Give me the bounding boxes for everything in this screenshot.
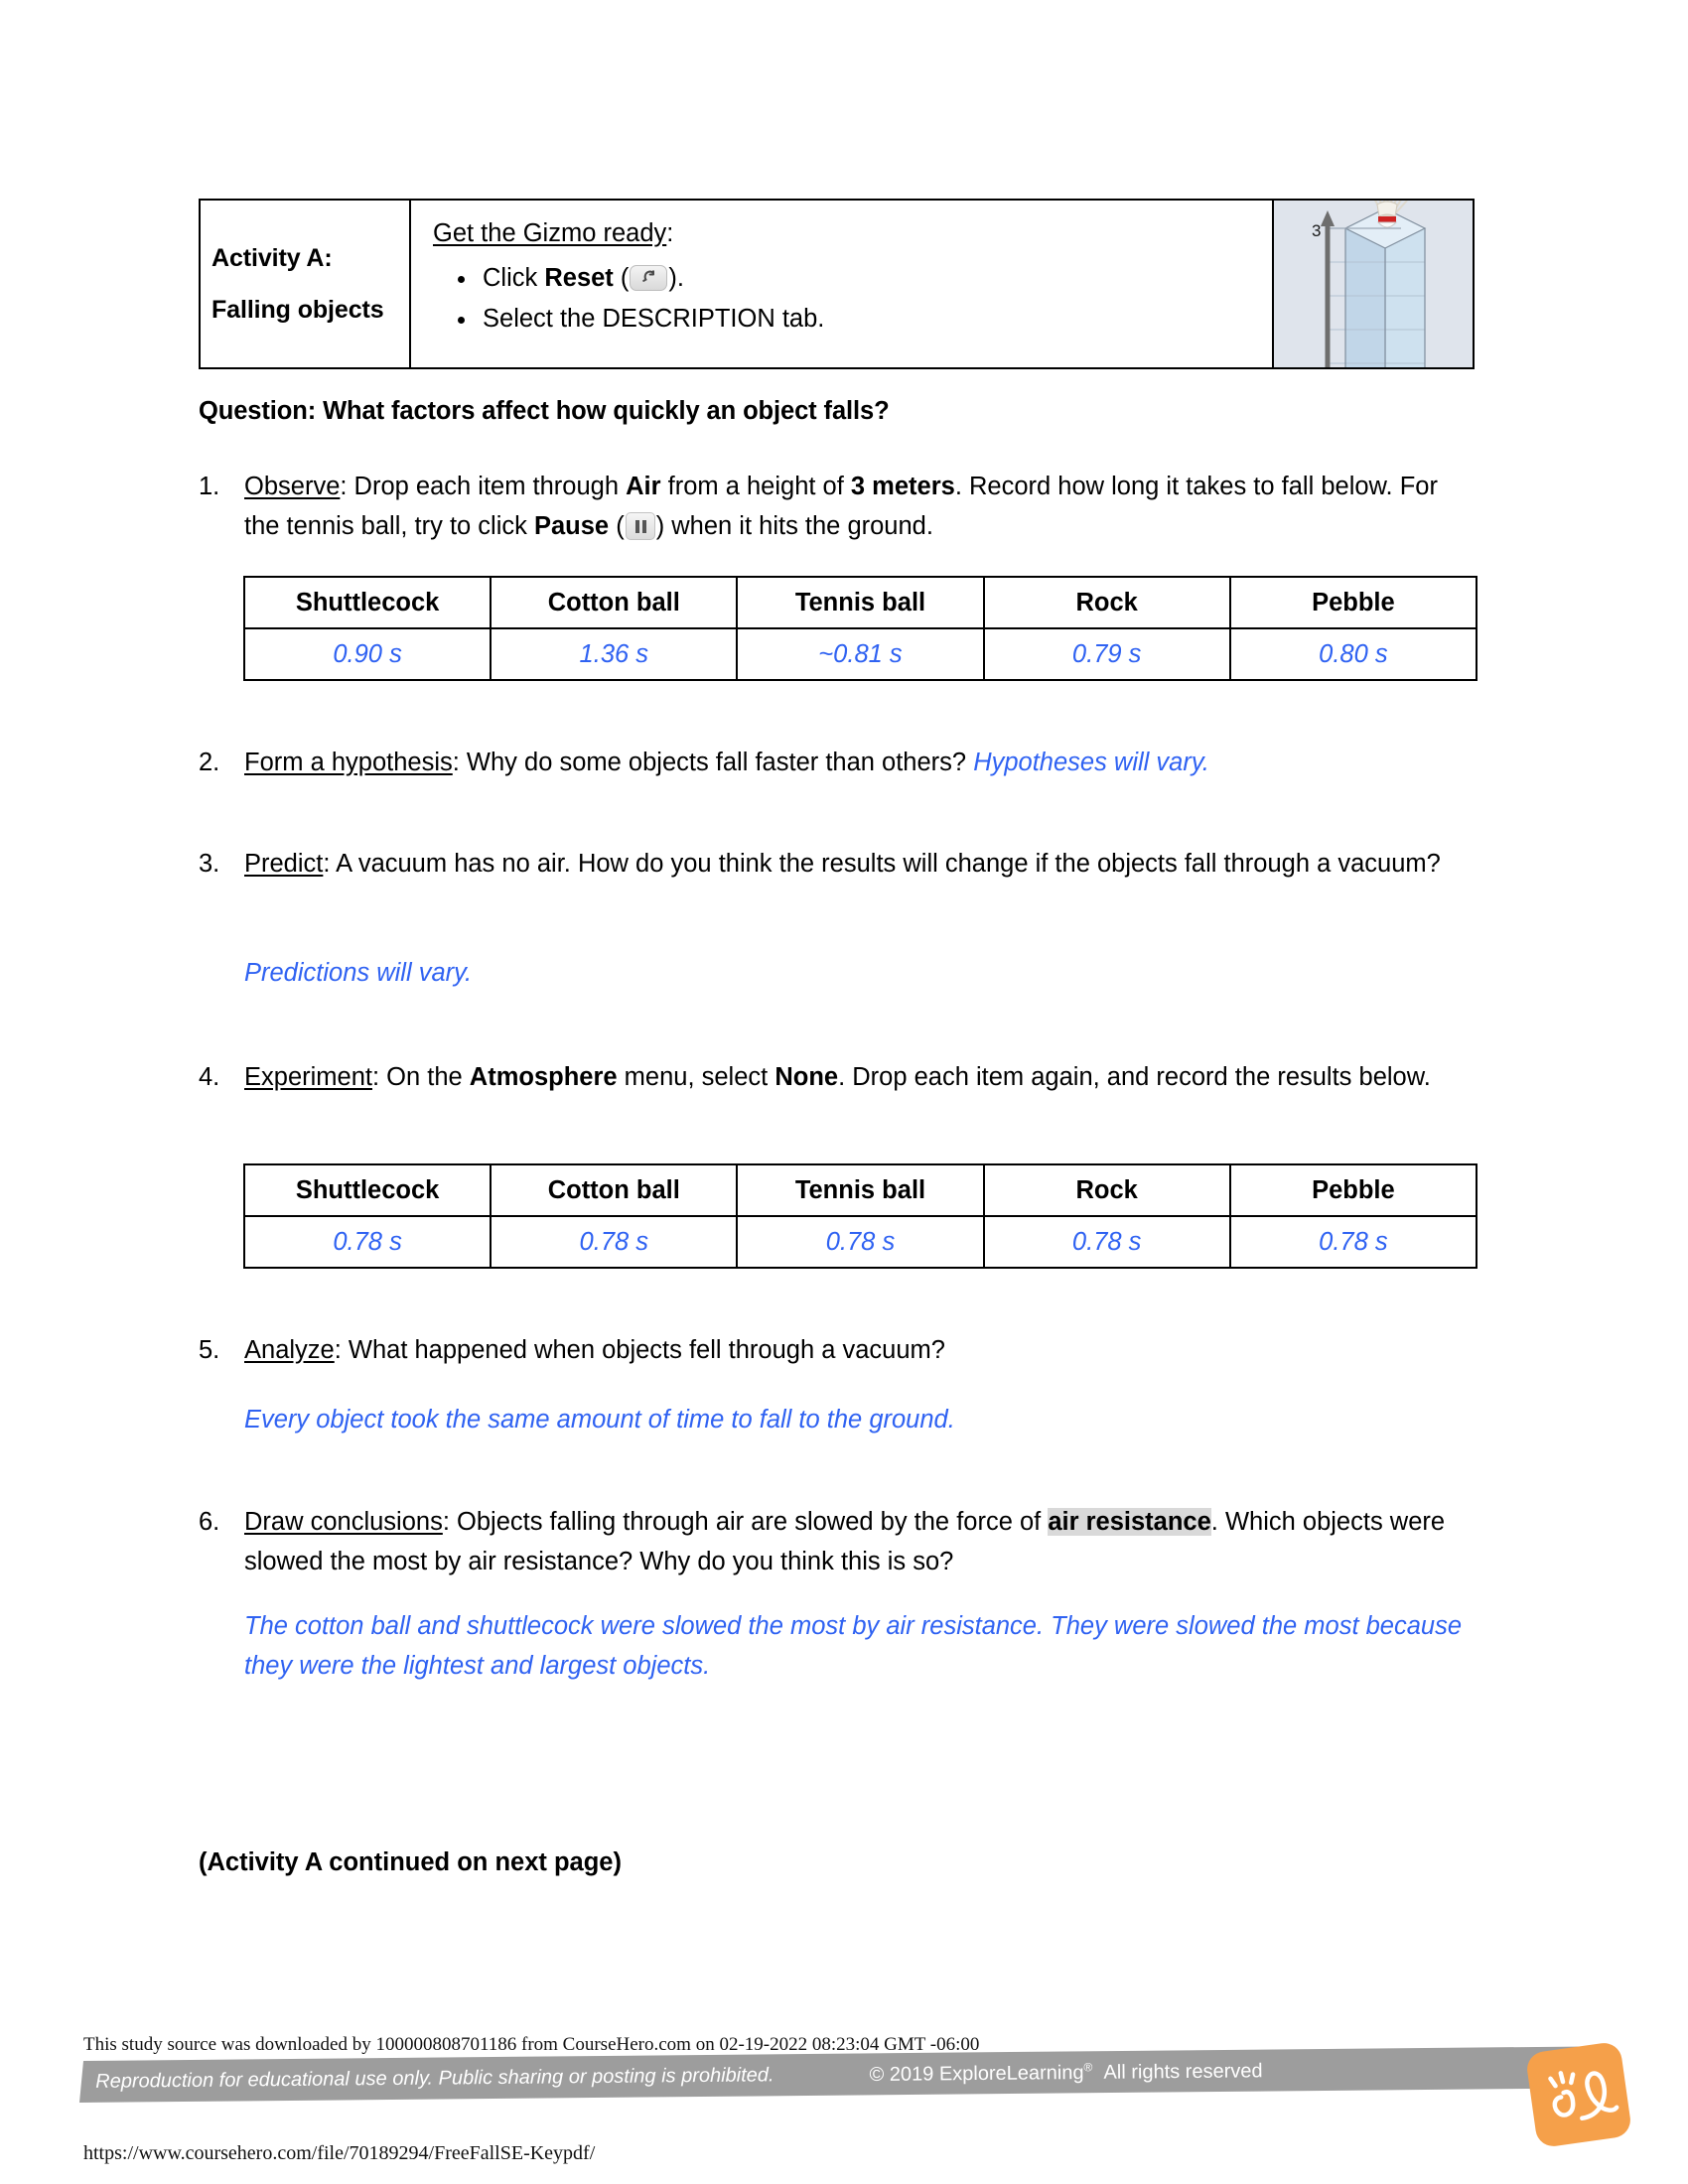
table-air-header-0: Shuttlecock xyxy=(244,577,491,628)
table-air-results xyxy=(243,576,1477,681)
item-1-bold-meters: 3 meters xyxy=(850,473,955,500)
table-vacuum-header-3: Rock xyxy=(984,1164,1230,1216)
table-air-header-2: Tennis ball xyxy=(737,577,983,628)
list-item-4 xyxy=(199,1057,1471,1097)
item-4-text-c: . Drop each item again, and record the results below. xyxy=(838,1063,1431,1091)
table-air-header-row xyxy=(244,577,1477,628)
item-6-label: Draw conclusions xyxy=(244,1508,443,1536)
item-2-number: 2. xyxy=(199,749,220,776)
activity-header-box xyxy=(199,199,1475,369)
item-5-answer: Every object took the same amount of time to fall to the ground. xyxy=(244,1406,955,1433)
table-air-header-1: Cotton ball xyxy=(491,577,737,628)
item-1-bold-pause: Pause xyxy=(533,512,610,540)
download-source-note: This study source was downloaded by 100000808701186 from CourseHero.com on 02-19-2022 08:23:04 GMT -06:00 xyxy=(83,2034,980,2055)
item-3-text xyxy=(244,844,1471,884)
step-click-reset-open: ( xyxy=(613,264,630,292)
item-4-bold-none: None xyxy=(774,1063,839,1091)
pause-bar-left xyxy=(635,520,639,533)
item-2-text-a: : Why do some objects fall faster than others? xyxy=(452,749,974,776)
table-vacuum-header-4: Pebble xyxy=(1230,1164,1477,1216)
list-item-2 xyxy=(199,743,1471,782)
table-vacuum-results xyxy=(243,1163,1477,1269)
table-vacuum-header-2: Tennis ball xyxy=(737,1164,983,1216)
gizmo-thumbnail xyxy=(1274,201,1473,367)
item-6-answer: The cotton ball and shuttlecock were slowed the most by air resistance. They were slowed the most because they were the lightest and largest objects. xyxy=(244,1612,1463,1680)
item-1-number: 1. xyxy=(199,473,220,500)
activity-title-line1: Activity A: xyxy=(211,244,333,272)
table-vacuum-header-row xyxy=(244,1164,1477,1216)
table-row xyxy=(244,1216,1477,1268)
item-1-text-d: ) when it hits the ground. xyxy=(655,512,933,540)
item-5-text xyxy=(244,1330,1471,1370)
list-item-3 xyxy=(199,844,1471,884)
table-vacuum-value-1: 0.78 s xyxy=(491,1216,737,1268)
get-gizmo-ready-heading xyxy=(433,216,1272,250)
get-gizmo-ready-colon: : xyxy=(666,219,674,247)
table-vacuum-value-2: 0.78 s xyxy=(737,1216,983,1268)
list-item-6 xyxy=(199,1502,1471,1581)
item-2-answer: Hypotheses will vary. xyxy=(973,749,1209,776)
table-air-header-4: Pebble xyxy=(1230,577,1477,628)
registered-mark: ® xyxy=(1083,2059,1093,2075)
item-4-text-b: menu, select xyxy=(617,1063,775,1091)
table-air-value-1: 1.36 s xyxy=(491,628,737,680)
table-vacuum-value-4: 0.78 s xyxy=(1230,1216,1477,1268)
rights-text: All rights reserved xyxy=(1103,2059,1263,2084)
item-1-text-c: . Record how long it takes to fall below. For the tennis ball, try to click xyxy=(244,473,1438,540)
item-4-label: Experiment xyxy=(244,1063,372,1091)
item-4-text xyxy=(244,1057,1471,1097)
list-item-5 xyxy=(199,1330,1471,1370)
item-1-bold-air: Air xyxy=(626,473,661,500)
reset-arrow-glyph xyxy=(639,270,659,288)
item-4-bold-atmosphere: Atmosphere xyxy=(469,1063,618,1091)
gizmo-ready-steps xyxy=(433,258,1272,340)
reset-icon[interactable] xyxy=(630,265,667,291)
continued-note: (Activity A continued on next page) xyxy=(199,1848,622,1876)
question-heading: Question: What factors affect how quickly an object falls? xyxy=(199,397,890,425)
table-vacuum-header-1: Cotton ball xyxy=(491,1164,737,1216)
table-row xyxy=(244,628,1477,680)
item-1-text xyxy=(244,467,1471,546)
item-1-text-a: : Drop each item through xyxy=(340,473,627,500)
activity-instructions-cell xyxy=(411,201,1274,367)
item-2-text xyxy=(244,743,1471,782)
table-air-value-3: 0.79 s xyxy=(984,628,1230,680)
item-3-number: 3. xyxy=(199,850,220,878)
item-1-open-paren: ( xyxy=(609,512,625,540)
item-4-text-a: : On the xyxy=(371,1063,470,1091)
item-6-highlight-air-resistance: air resistance xyxy=(1048,1508,1211,1536)
step-click-reset xyxy=(479,258,1272,299)
activity-title-line2: Falling objects xyxy=(211,296,384,324)
explorelearning-logo xyxy=(1525,2041,1632,2148)
explorelearning-logo-glyph xyxy=(1525,2041,1632,2148)
copyright-note xyxy=(869,2058,1262,2086)
step-select-description-tab: • Select the DESCRIPTION tab. xyxy=(479,299,1272,340)
pause-icon[interactable] xyxy=(626,512,655,540)
gizmo-height-label: 3 xyxy=(1312,221,1322,240)
item-5-label: Analyze xyxy=(244,1336,335,1364)
gizmo-illustration xyxy=(1274,201,1473,367)
copyright-text: © 2019 ExploreLearning xyxy=(869,2061,1084,2086)
item-3-label: Predict xyxy=(244,850,324,878)
table-air-value-4: 0.80 s xyxy=(1230,628,1477,680)
item-1-text-b: from a height of xyxy=(660,473,851,500)
pause-bar-right xyxy=(642,520,646,533)
item-6-text-a: : Objects falling through air are slowed by the force of xyxy=(442,1508,1049,1536)
reproduction-note: Reproduction for educational use only. Public sharing or posting is prohibited. xyxy=(95,2063,774,2093)
step-click-reset-post: ). xyxy=(668,264,684,292)
item-6-text-b: . Which objects were slowed the most by air resistance? Why do you think this is so? xyxy=(244,1508,1446,1575)
step-click-reset-pre: Click xyxy=(483,264,545,292)
activity-title-cell xyxy=(201,201,411,367)
item-3-text-a: : A vacuum has no air. How do you think the results will change if the objects fall through a vacuum? xyxy=(323,850,1441,878)
table-vacuum-value-3: 0.78 s xyxy=(984,1216,1230,1268)
table-air-value-0: 0.90 s xyxy=(244,628,491,680)
item-3-answer: Predictions will vary. xyxy=(244,959,473,987)
table-vacuum-value-0: 0.78 s xyxy=(244,1216,491,1268)
get-gizmo-ready-label: Get the Gizmo ready xyxy=(433,219,667,247)
item-5-text-a: : What happened when objects fell through a vacuum? xyxy=(334,1336,945,1364)
item-2-label: Form a hypothesis xyxy=(244,749,453,776)
step-click-reset-bold: Reset xyxy=(544,264,614,292)
table-air-header-3: Rock xyxy=(984,577,1230,628)
item-6-text xyxy=(244,1502,1471,1581)
table-air-value-2: ~0.81 s xyxy=(737,628,983,680)
list-item-1 xyxy=(199,467,1471,546)
item-5-number: 5. xyxy=(199,1336,220,1364)
item-4-number: 4. xyxy=(199,1063,220,1091)
coursehero-url: https://www.coursehero.com/file/70189294/FreeFallSE-Keypdf/ xyxy=(83,2142,596,2164)
item-1-label: Observe xyxy=(244,473,341,500)
table-vacuum-header-0: Shuttlecock xyxy=(244,1164,491,1216)
item-6-number: 6. xyxy=(199,1508,220,1536)
